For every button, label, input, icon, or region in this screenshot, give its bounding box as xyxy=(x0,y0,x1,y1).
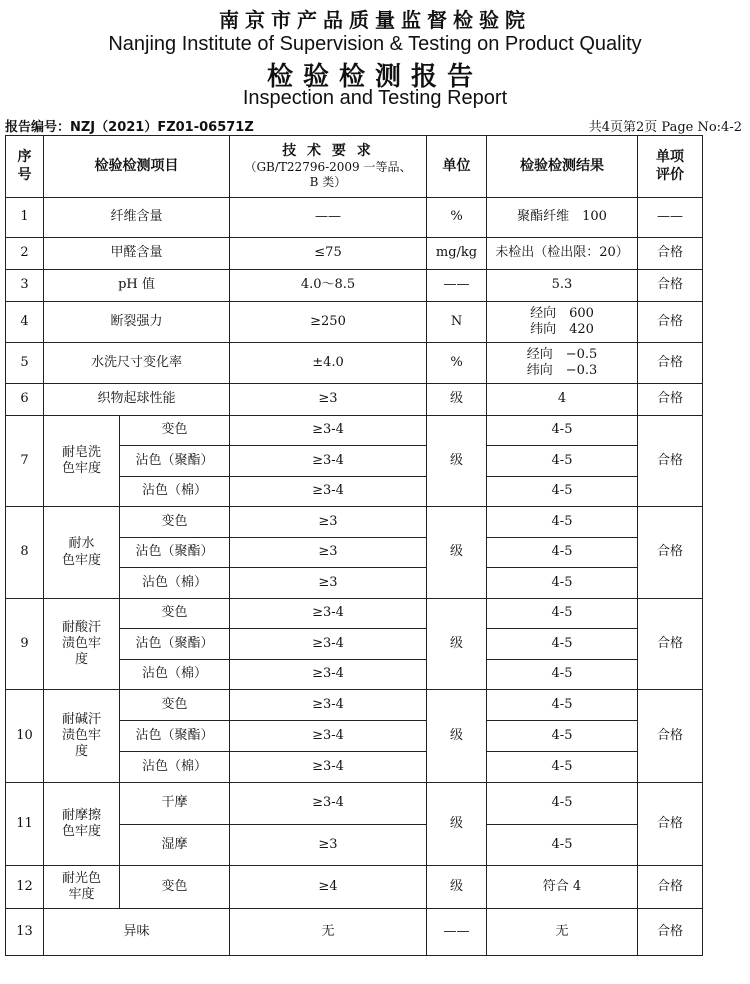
table-cell: % xyxy=(427,198,487,238)
table-cell: 4-5 xyxy=(487,477,638,507)
table-cell: 织物起球性能 xyxy=(44,384,230,416)
table-cell: 4-5 xyxy=(487,660,638,690)
table-cell: ≥3-4 xyxy=(230,477,427,507)
table-cell: ≥4 xyxy=(230,866,427,909)
table-cell: 无 xyxy=(487,909,638,956)
table-cell: 聚酯纤维 100 xyxy=(487,198,638,238)
table-cell: 级 xyxy=(427,599,487,690)
col-requirement: 技 术 要 求 （GB/T22796-2009 一等品、 B 类） xyxy=(230,136,427,198)
table-row xyxy=(6,599,703,629)
col-seq: 序 号 xyxy=(6,136,44,198)
table-cell: 干摩 xyxy=(120,783,230,825)
table-cell: 合格 xyxy=(638,866,703,909)
table-cell: 8 xyxy=(6,507,44,599)
table-cell: 沾色（聚酯） xyxy=(120,538,230,568)
report-title-en: Inspection and Testing Report xyxy=(242,87,508,109)
table-cell: 级 xyxy=(427,384,487,416)
table-row xyxy=(6,302,703,343)
table-cell: 4 xyxy=(487,384,638,416)
org-name-en: Nanjing Institute of Supervision & Testing on Product Quality xyxy=(108,33,642,55)
report-number: 报告编号：NZJ（2021）FZ01-06571Z xyxy=(5,120,254,135)
col-evaluation: 单项 评价 xyxy=(638,136,703,198)
table-cell: 符合 4 xyxy=(487,866,638,909)
table-cell: ≥3 xyxy=(230,825,427,866)
table-cell: 合格 xyxy=(638,599,703,690)
table-cell: 耐酸汗 渍色牢 度 xyxy=(44,599,120,690)
table-cell: 12 xyxy=(6,866,44,909)
table-cell: 4-5 xyxy=(487,599,638,629)
table-cell: 4-5 xyxy=(487,538,638,568)
table-cell: ≥3-4 xyxy=(230,783,427,825)
report-title-cn: 检验检测报告 xyxy=(266,62,483,92)
table-cell: 4-5 xyxy=(487,783,638,825)
table-cell: ≥3 xyxy=(230,538,427,568)
table-cell: 耐碱汗 渍色牢 度 xyxy=(44,690,120,783)
table-row xyxy=(6,909,703,956)
table-cell: 沾色（棉） xyxy=(120,660,230,690)
table-row xyxy=(6,384,703,416)
table-cell: % xyxy=(427,343,487,384)
table-cell: 4-5 xyxy=(487,446,638,477)
table-cell: 合格 xyxy=(638,690,703,783)
table-cell: 4-5 xyxy=(487,690,638,721)
table-cell: 沾色（棉） xyxy=(120,477,230,507)
col-result: 检验检测结果 xyxy=(487,136,638,198)
table-cell: 3 xyxy=(6,270,44,302)
table-cell: 合格 xyxy=(638,909,703,956)
table-cell: 耐摩擦 色牢度 xyxy=(44,783,120,866)
table-cell: 4-5 xyxy=(487,825,638,866)
table-cell: 级 xyxy=(427,866,487,909)
table-cell: 耐皂洗 色牢度 xyxy=(44,416,120,507)
table-cell: 耐水 色牢度 xyxy=(44,507,120,599)
table-cell: 2 xyxy=(6,238,44,270)
table-cell: 变色 xyxy=(120,866,230,909)
table-cell: 级 xyxy=(427,783,487,866)
table-cell: 合格 xyxy=(638,507,703,599)
table-cell: 4-5 xyxy=(487,568,638,599)
table-cell: ≥3-4 xyxy=(230,721,427,752)
table-cell: 耐光色 牢度 xyxy=(44,866,120,909)
table-cell: 水洗尺寸变化率 xyxy=(44,343,230,384)
table-cell: 6 xyxy=(6,384,44,416)
table-cell: 沾色（聚酯） xyxy=(120,721,230,752)
org-name-cn: 南京市产品质量监督检验院 xyxy=(219,8,531,32)
table-cell: —— xyxy=(427,909,487,956)
table-cell: ≥3 xyxy=(230,384,427,416)
table-cell: 合格 xyxy=(638,270,703,302)
table-cell: 沾色（聚酯） xyxy=(120,629,230,660)
table-row xyxy=(6,866,703,909)
table-cell: 变色 xyxy=(120,507,230,538)
page-info: 共4页第2页 Page No:4-2 xyxy=(588,120,742,135)
table-cell: 11 xyxy=(6,783,44,866)
table-cell: —— xyxy=(427,270,487,302)
table-row xyxy=(6,783,703,825)
table-cell: 沾色（棉） xyxy=(120,568,230,599)
table-cell: 级 xyxy=(427,690,487,783)
table-header-row xyxy=(6,136,703,198)
table-cell: 7 xyxy=(6,416,44,507)
table-cell: 4 xyxy=(6,302,44,343)
table-cell: 5 xyxy=(6,343,44,384)
table-cell: ≥3 xyxy=(230,507,427,538)
table-cell: 变色 xyxy=(120,690,230,721)
table-cell: 湿摩 xyxy=(120,825,230,866)
table-cell: 4-5 xyxy=(487,507,638,538)
table-row xyxy=(6,238,703,270)
table-row xyxy=(6,343,703,384)
table-cell: N xyxy=(427,302,487,343)
table-cell: 4-5 xyxy=(487,752,638,783)
table-cell: 13 xyxy=(6,909,44,956)
table-cell: 1 xyxy=(6,198,44,238)
table-cell: ±4.0 xyxy=(230,343,427,384)
table-cell: ≥250 xyxy=(230,302,427,343)
table-cell: 沾色（棉） xyxy=(120,752,230,783)
table-cell: 经向 600 纬向 420 xyxy=(487,302,638,343)
table-cell: ≥3-4 xyxy=(230,629,427,660)
table-cell: 9 xyxy=(6,599,44,690)
table-cell: 合格 xyxy=(638,384,703,416)
table-cell: —— xyxy=(230,198,427,238)
table-cell: 合格 xyxy=(638,783,703,866)
table-cell: 沾色（聚酯） xyxy=(120,446,230,477)
table-cell: ≥3 xyxy=(230,568,427,599)
table-row xyxy=(6,270,703,302)
table-cell: ≥3-4 xyxy=(230,660,427,690)
table-cell: —— xyxy=(638,198,703,238)
table-row xyxy=(6,507,703,538)
table-cell: 10 xyxy=(6,690,44,783)
table-cell: 级 xyxy=(427,507,487,599)
table-cell: 纤维含量 xyxy=(44,198,230,238)
inspection-table xyxy=(5,135,703,956)
table-cell: 异味 xyxy=(44,909,230,956)
table-cell: 级 xyxy=(427,416,487,507)
table-cell: ≥3-4 xyxy=(230,690,427,721)
table-cell: ≤75 xyxy=(230,238,427,270)
table-cell: 合格 xyxy=(638,238,703,270)
col-item: 检验检测项目 xyxy=(44,136,230,198)
table-cell: 4-5 xyxy=(487,416,638,446)
col-unit: 单位 xyxy=(427,136,487,198)
table-cell: 5.3 xyxy=(487,270,638,302)
table-cell: 经向 −0.5 纬向 −0.3 xyxy=(487,343,638,384)
table-cell: 4-5 xyxy=(487,629,638,660)
table-cell: 变色 xyxy=(120,416,230,446)
table-cell: 变色 xyxy=(120,599,230,629)
table-cell: 合格 xyxy=(638,343,703,384)
table-cell: ≥3-4 xyxy=(230,752,427,783)
table-cell: 未检出（检出限：20） xyxy=(487,238,638,270)
table-cell: ≥3-4 xyxy=(230,599,427,629)
table-cell: pH 值 xyxy=(44,270,230,302)
table-row xyxy=(6,690,703,721)
table-cell: ≥3-4 xyxy=(230,416,427,446)
table-cell: 4.0～8.5 xyxy=(230,270,427,302)
table-cell: 断裂强力 xyxy=(44,302,230,343)
table-cell: 4-5 xyxy=(487,721,638,752)
table-cell: 无 xyxy=(230,909,427,956)
table-cell: 合格 xyxy=(638,302,703,343)
table-cell: 合格 xyxy=(638,416,703,507)
table-cell: ≥3-4 xyxy=(230,446,427,477)
table-cell: mg/kg xyxy=(427,238,487,270)
table-cell: 甲醛含量 xyxy=(44,238,230,270)
table-row xyxy=(6,198,703,238)
table-row xyxy=(6,416,703,446)
